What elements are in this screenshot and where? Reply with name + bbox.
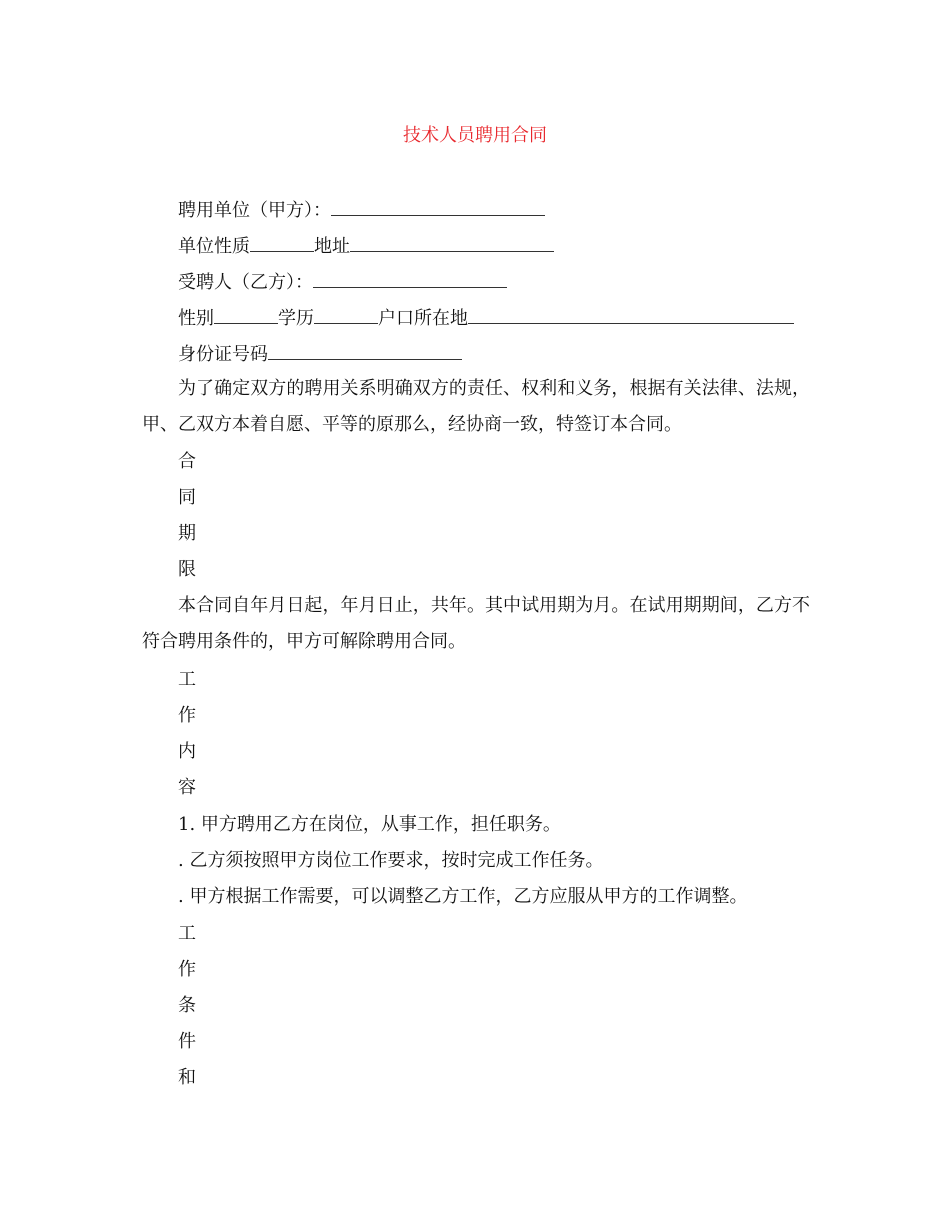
unit-nature-label: 单位性质 xyxy=(178,236,250,257)
section1-heading-char: 期 xyxy=(178,523,196,544)
employee-blank[interactable] xyxy=(313,269,507,288)
work-content-item: . 甲方根据工作需要，可以调整乙方工作，乙方应服从甲方的工作调整。 xyxy=(178,886,748,907)
work-content-item: . 乙方须按照甲方岗位工作要求，按时完成工作任务。 xyxy=(178,850,604,871)
address-blank[interactable] xyxy=(350,233,554,252)
section3-heading-char: 和 xyxy=(178,1067,196,1088)
education-blank[interactable] xyxy=(314,305,378,324)
document-title: 技术人员聘用合同 xyxy=(403,125,547,146)
residence-label: 户口所在地 xyxy=(378,308,468,329)
section3-heading-char: 作 xyxy=(178,959,196,980)
employer-blank[interactable] xyxy=(331,197,545,216)
employer-field xyxy=(178,197,545,223)
contract-term-paragraph: 本合同自年月日起，年月日止，共年。其中试用期为月。在试用期期间，乙方不符合聘用条件的，甲方可解除聘用合同。 xyxy=(142,595,810,652)
gender-education-residence-field xyxy=(178,305,794,331)
section3-heading-char: 条 xyxy=(178,995,196,1016)
unit-nature-blank[interactable] xyxy=(250,233,314,252)
preamble-paragraph: 为了确定双方的聘用关系明确双方的责任、权利和义务，根据有关法律、法规，甲、乙双方本着自愿、平等的原那么，经协商一致，特签订本合同。 xyxy=(142,378,810,435)
id-number-label: 身份证号码 xyxy=(178,344,268,365)
section2-heading-char: 作 xyxy=(178,705,196,726)
unit-nature-address-field xyxy=(178,233,554,259)
employee-label: 受聘人（乙方）： xyxy=(178,272,313,293)
education-label: 学历 xyxy=(278,308,314,329)
employee-field xyxy=(178,269,507,295)
section3-heading-char: 件 xyxy=(178,1031,196,1052)
gender-blank[interactable] xyxy=(214,305,278,324)
section1-heading-char: 合 xyxy=(178,451,196,472)
section2-heading-char: 容 xyxy=(178,777,196,798)
employer-label: 聘用单位（甲方）： xyxy=(178,200,331,221)
section3-heading-char: 工 xyxy=(178,923,196,944)
id-number-blank[interactable] xyxy=(268,341,462,360)
id-number-field xyxy=(178,341,462,367)
residence-blank[interactable] xyxy=(468,305,794,324)
address-label: 地址 xyxy=(314,236,350,257)
work-content-item: 1. 甲方聘用乙方在岗位，从事工作，担任职务。 xyxy=(178,814,561,835)
section1-heading-char: 限 xyxy=(178,559,196,580)
section2-heading-char: 工 xyxy=(178,669,196,690)
section2-heading-char: 内 xyxy=(178,741,196,762)
section1-heading-char: 同 xyxy=(178,487,196,508)
gender-label: 性别 xyxy=(178,308,214,329)
